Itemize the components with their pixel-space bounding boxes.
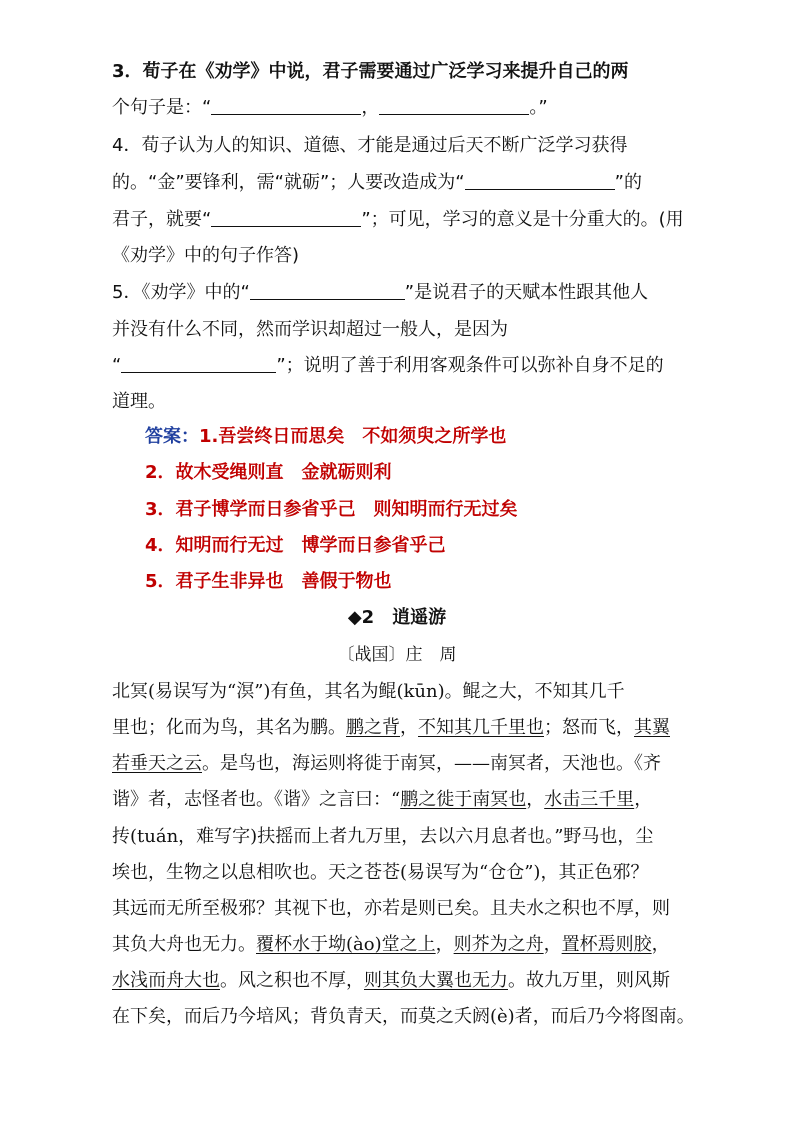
underlined-phrase: 水浅而舟大也 xyxy=(112,970,220,991)
passage-line-2 xyxy=(112,716,712,740)
underlined-phrase: 则其负大翼也无力 xyxy=(364,970,508,991)
passage-text: 北冥(易误写为“溟”)有鱼，其名为鲲(kūn)。鲲之大，不知其几千 xyxy=(112,681,625,702)
passage-text: 。故九万里，则风斯 xyxy=(508,970,670,991)
passage-line-1 xyxy=(112,680,712,704)
underlined-phrase: 鹏之徙于南冥也 xyxy=(400,789,527,810)
q3-text-b1: 个句子是：“ xyxy=(112,97,212,118)
answer-line-4 xyxy=(145,534,745,558)
answer-2-b: 金就砺则利 xyxy=(301,462,392,483)
underlined-phrase: 若垂天之云 xyxy=(112,753,202,774)
q5-blank-1[interactable] xyxy=(250,281,405,300)
section-author xyxy=(0,643,794,667)
question-5-line-2 xyxy=(112,318,712,342)
answer-line-1 xyxy=(145,425,745,449)
question-5-line-1 xyxy=(112,281,712,305)
underlined-phrase: 覆杯水于坳(ào)堂之上 xyxy=(256,934,436,955)
answer-label: 答案： xyxy=(145,426,199,447)
answer-1-num: 1. xyxy=(199,426,219,447)
q5-text-a1: 5．《劝学》中的“ xyxy=(112,282,250,303)
passage-text: 在下矣，而后乃今培风；背负青天，而莫之夭阏(è)者，而后乃今将图南。 xyxy=(112,1006,695,1027)
q4-text-b1: 的。“金”要锋利，需“就砺”；人要改造成为“ xyxy=(112,172,465,193)
q3-comma: ， xyxy=(361,97,380,118)
answer-3-a: 君子博学而日参省乎己 xyxy=(175,499,356,520)
underlined-phrase: 水击三千里 xyxy=(544,789,635,810)
question-4-line-4 xyxy=(112,244,712,268)
passage-text: ， xyxy=(400,717,418,738)
q5-text-b: 并没有什么不同，然而学识却超过一般人，是因为 xyxy=(112,319,508,340)
passage-text: 里也；化而为鸟，其名为鹏。 xyxy=(112,717,346,738)
q5-text-c2: ”；说明了善于利用客观条件可以弥补自身不足的 xyxy=(276,355,664,376)
q4-text-c2: ”；可见，学习的意义是十分重大的。(用 xyxy=(361,209,684,230)
question-3-line-2 xyxy=(112,96,712,120)
answer-5-a: 君子生非异也 xyxy=(175,571,284,592)
q3-text-a: 3．荀子在《劝学》中说，君子需要通过广泛学习来提升自己的两 xyxy=(112,61,629,82)
passage-text: ；怒而飞， xyxy=(544,717,634,738)
question-4-line-2 xyxy=(112,171,712,195)
section-heading xyxy=(0,606,794,630)
answer-4-b: 博学而日参省乎己 xyxy=(301,535,446,556)
underlined-phrase: 则芥为之舟 xyxy=(453,934,544,955)
answer-line-3 xyxy=(145,498,745,522)
q5-text-c1: “ xyxy=(112,355,122,376)
passage-text: 抟(tuán，难写字)扶摇而上者九万里，去以六月息者也。”野马也，尘 xyxy=(112,826,654,847)
q4-text-d: 《劝学》中的句子作答) xyxy=(112,245,300,266)
question-5-line-4 xyxy=(112,390,712,414)
answer-1-a: 吾尝终日而思矣 xyxy=(218,426,345,447)
passage-line-10 xyxy=(112,1005,712,1029)
answer-3-b: 则知明而行无过矣 xyxy=(373,499,518,520)
passage-text: 埃也，生物之以息相吹也。天之苍苍(易误写为“仓仓”)，其正色邪？ xyxy=(112,862,649,883)
q5-text-d: 道理。 xyxy=(112,391,166,412)
underlined-phrase: 其翼 xyxy=(634,717,670,738)
question-4-line-3 xyxy=(112,208,712,232)
q3-blank-2[interactable] xyxy=(379,96,529,115)
passage-text: 。风之积也不厚， xyxy=(220,970,364,991)
underlined-phrase: 不知其几千里也 xyxy=(418,717,544,738)
passage-text: 。是鸟也，海运则将徙于南冥，——南冥者，天池也。《齐 xyxy=(202,753,661,774)
q5-blank-2[interactable] xyxy=(121,354,276,373)
passage-line-5 xyxy=(112,825,712,849)
passage-line-9 xyxy=(112,969,712,993)
q5-text-a2: ”是说君子的天赋本性跟其他人 xyxy=(404,282,649,303)
answer-2-num: 2． xyxy=(145,462,176,483)
q4-blank-1[interactable] xyxy=(465,171,615,190)
section-marker: ◆2 xyxy=(347,607,375,628)
passage-text: 谐》者，志怪者也。《谐》之言曰：“ xyxy=(112,789,401,810)
answer-1-b: 不如须臾之所学也 xyxy=(362,426,507,447)
answer-line-5 xyxy=(145,570,745,594)
q4-text-c1: 君子，就要“ xyxy=(112,209,212,230)
passage-line-3 xyxy=(112,752,712,776)
passage-line-6 xyxy=(112,861,712,885)
passage-text: ， xyxy=(543,934,562,955)
passage-text: 其负大舟也无力。 xyxy=(112,934,256,955)
q4-text-b2: ”的 xyxy=(614,172,642,193)
question-5-line-3 xyxy=(112,354,712,378)
q4-blank-2[interactable] xyxy=(211,208,361,227)
underlined-phrase: 鹏之背 xyxy=(346,717,400,738)
underlined-phrase: 置杯焉则胶 xyxy=(561,934,652,955)
passage-line-4 xyxy=(112,788,712,812)
passage-line-7 xyxy=(112,897,712,921)
q4-text-a: 4．荀子认为人的知识、道德、才能是通过后天不断广泛学习获得 xyxy=(112,135,628,156)
answer-4-num: 4． xyxy=(145,535,176,556)
question-3-line-1 xyxy=(112,60,712,84)
passage-text: ， xyxy=(634,789,653,810)
author-text: 〔战国〕庄 周 xyxy=(337,645,457,665)
answer-line-2 xyxy=(145,461,745,485)
answer-2-a: 故木受绳则直 xyxy=(175,462,284,483)
passage-line-8 xyxy=(112,933,712,957)
passage-text: ， xyxy=(651,934,670,955)
answer-3-num: 3． xyxy=(145,499,176,520)
passage-text: 其远而无所至极邪？其视下也，亦若是则已矣。且夫水之积也不厚，则 xyxy=(112,898,670,919)
answer-5-num: 5． xyxy=(145,571,176,592)
passage-text: ， xyxy=(526,789,545,810)
answer-5-b: 善假于物也 xyxy=(301,571,392,592)
q3-blank-1[interactable] xyxy=(211,96,361,115)
answer-4-a: 知明而行无过 xyxy=(175,535,284,556)
section-title: 逍遥游 xyxy=(392,607,447,628)
passage-text: ， xyxy=(435,934,454,955)
question-4-line-1 xyxy=(112,134,712,158)
q3-end: 。” xyxy=(529,97,548,118)
